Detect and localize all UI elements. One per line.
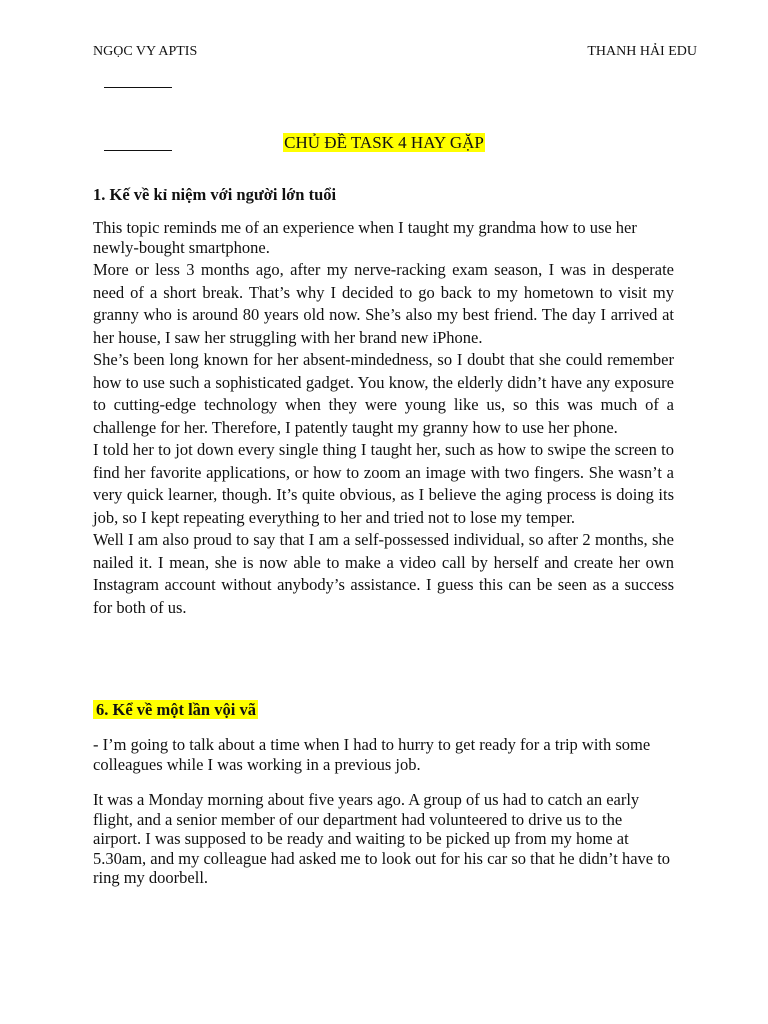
section2-body bbox=[93, 735, 674, 904]
header-left-text: NGỌC VY APTIS bbox=[93, 44, 198, 59]
section1-body bbox=[93, 218, 674, 619]
document-title bbox=[0, 133, 768, 153]
blank-line-1 bbox=[104, 87, 172, 88]
section1-paragraph: She’s been long known for her absent-mindedness, so I doubt that she could remember how to use such a sophisticated gadget. You know, the elderly didn’t have any exposure to cutting-edge technology when they were young like us, so this was much of a challenge for her. Therefore, I patently taught my granny how to use her phone. bbox=[93, 350, 674, 437]
section1-paragraph: More or less 3 months ago, after my nerve-racking exam season, I was in desperate need of a short break. That’s why I decided to go back to my hometown to visit my granny who is around 80 years old now. She’s also my best friend. The day I arrived at her house, I saw her struggling with her brand new iPhone. bbox=[93, 260, 674, 347]
section1-heading: 1. Kế về kỉ niệm với người lớn tuổi bbox=[93, 185, 337, 204]
document-title-text: CHỦ ĐỀ TASK 4 HAY GẶP bbox=[284, 133, 484, 152]
section2-heading-text: 6. Kể về một lần vội vã bbox=[93, 700, 258, 719]
section2-paragraph: It was a Monday morning about five years ago. A group of us had to catch an early flight, and a senior member of our department had volunteered to drive us to the airport. I was supposed to be ready and waiting to be picked up from my home at 5.30am, and my colleague had asked me to look out for his car so that he didn’t have to ring my doorbell. bbox=[93, 790, 671, 887]
section2-paragraph: - I’m going to talk about a time when I had to hurry to get ready for a trip with some colleagues while I was working in a previous job. bbox=[93, 735, 651, 774]
section1-paragraph: This topic reminds me of an experience when I taught my grandma how to use her newly-bought smartphone. bbox=[93, 218, 637, 257]
section2-heading bbox=[93, 700, 674, 720]
section1-paragraph: I told her to jot down every single thing I taught her, such as how to swipe the screen to find her favorite applications, or how to zoom an image with two fingers. She wasn’t a very quick learner, though. It’s quite obvious, as I believe the aging process is doing its job, so I kept repeating everything to her and tried not to lose my temper. bbox=[93, 440, 674, 527]
header-right-text: THANH HẢI EDU bbox=[587, 44, 697, 59]
section1-paragraph: Well I am also proud to say that I am a self-possessed individual, so after 2 months, she nailed it. I mean, she is now able to make a video call by herself and create her own Instagram account without anybody’s assistance. I guess this can be seen as a success for both of us. bbox=[93, 530, 674, 617]
